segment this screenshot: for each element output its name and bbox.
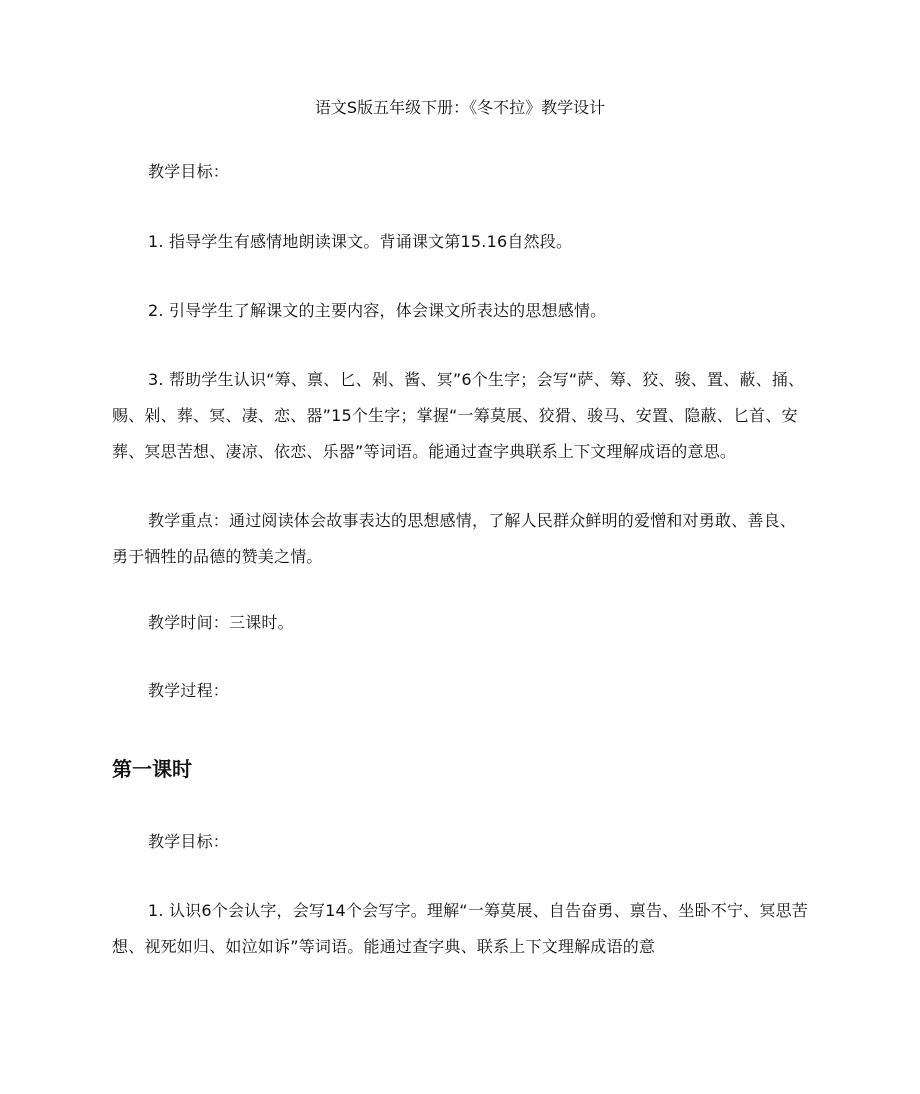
section-paragraph-goal-1: 1. 认识6个会认字，会写14个会写字。理解“一筹莫展、自告奋勇、禀告、坐卧不宁、冥思苦想、视死如归、如泣如诉”等词语。能通过查字典、联系上下文理解成语的意	[112, 901, 808, 956]
section-paragraph-goals-label: 教学目标：	[148, 832, 230, 851]
paragraph-teaching-process: 教学过程：	[148, 681, 230, 700]
paragraph-teaching-focus: 教学重点：通过阅读体会故事表达的思想感情，了解人民群众鲜明的爱憎和对勇敢、善良、勇于牺牲的品德的赞美之情。	[112, 511, 797, 566]
paragraph-goal-1: 1. 指导学生有感情地朗读课文。背诵课文第15.16自然段。	[148, 232, 573, 251]
section-heading: 第一课时	[112, 757, 192, 781]
paragraph-goal-3: 3. 帮助学生认识“筹、禀、匕、剁、酱、冥”6个生字；会写“萨、筹、狡、骏、置、蔽、捅、赐、剁、葬、冥、凄、恋、器”15个生字；掌握“一筹莫展、狡猾、骏马、安置、隐蔽、匕首、安葬、冥思苦想、凄凉、依恋、乐器”等词语。能通过查字典联系上下文理解成语的意思。	[112, 370, 805, 461]
paragraph-teaching-time: 教学时间：三课时。	[148, 613, 294, 632]
document-title: 语文S版五年级下册：《冬不拉》教学设计	[314, 98, 606, 117]
paragraph-teaching-goals-label: 教学目标：	[148, 162, 230, 181]
paragraph-goal-2: 2. 引导学生了解课文的主要内容，体会课文所表达的思想感情。	[148, 301, 607, 320]
